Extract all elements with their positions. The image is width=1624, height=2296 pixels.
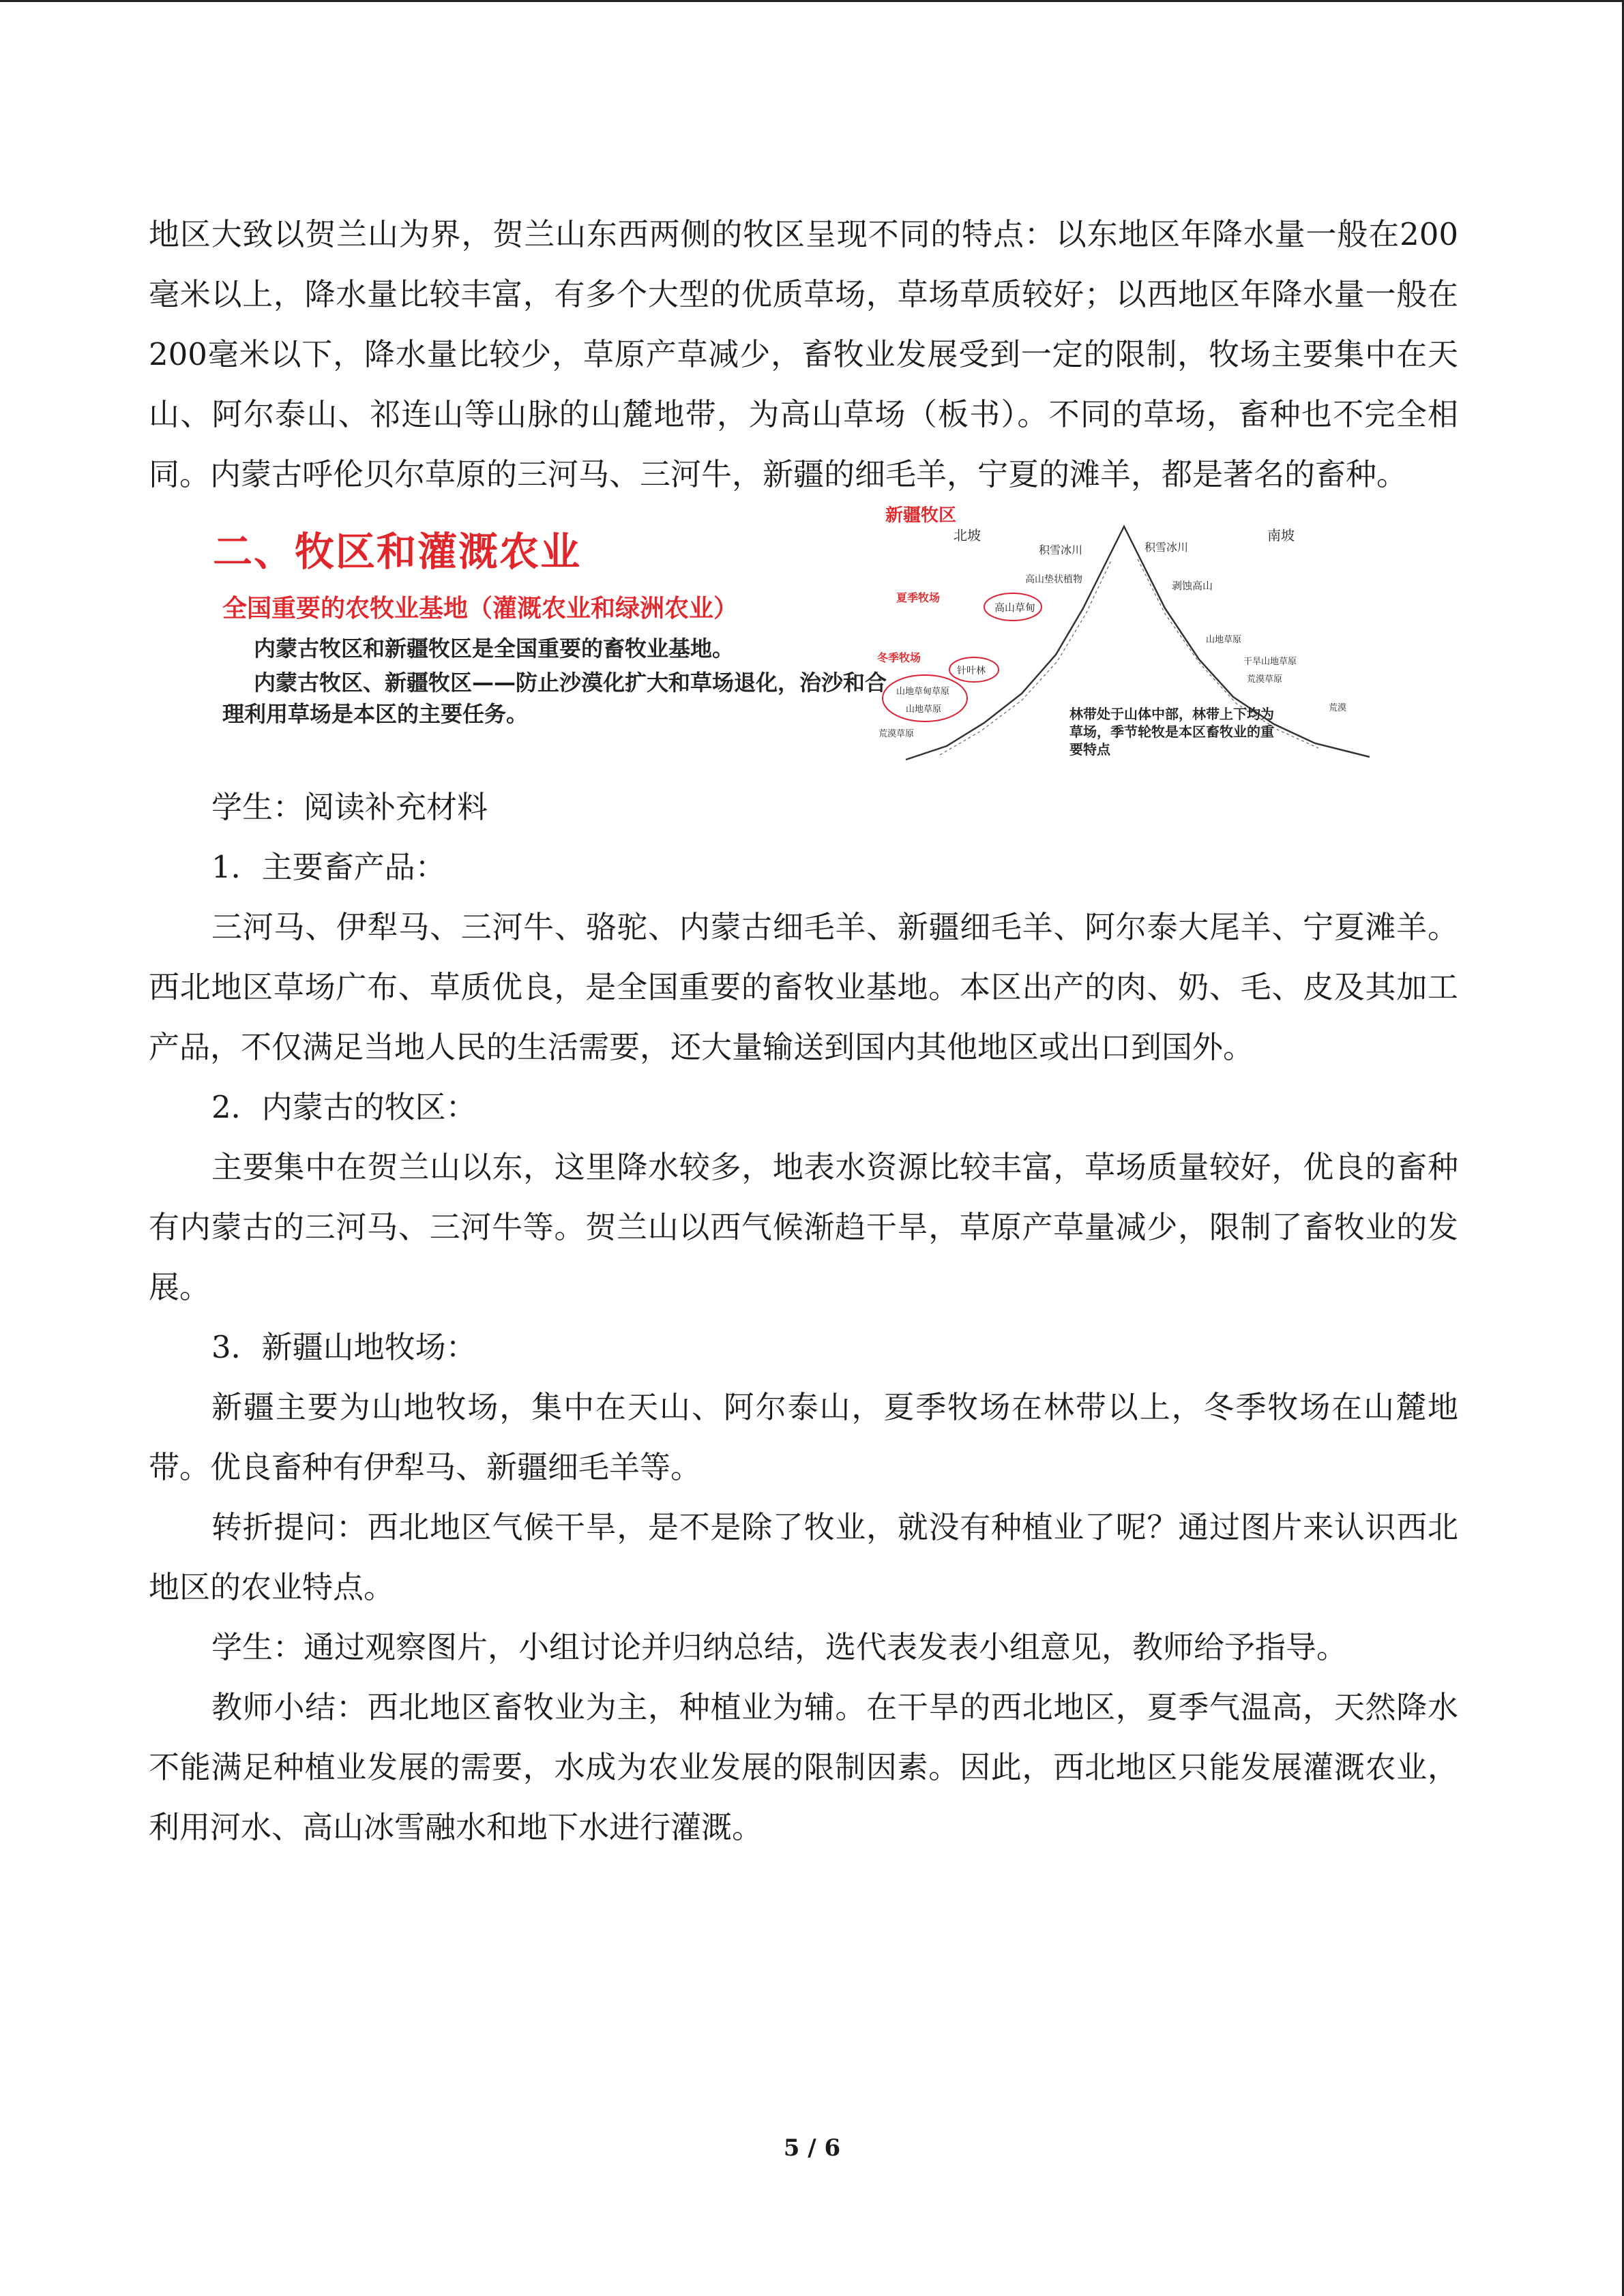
slide-body-line: 内蒙古牧区、新疆牧区——防止沙漠化扩大和草场退化，治沙和合理利用草场是本区的主要任务。 — [222, 670, 887, 727]
document-body — [149, 205, 1458, 1858]
label-glacier-left: 积雪冰川 — [1039, 543, 1083, 556]
label-alpine-meadow: 高山草甸 — [994, 601, 1036, 614]
south-slope-label: 南坡 — [1267, 527, 1295, 543]
paragraph: 转折提问：西北地区气候干旱，是不是除了牧业，就没有种植业了呢？通过图片来认识西北地区的农业特点。 — [149, 1509, 1458, 1605]
label-glacier-right: 积雪冰川 — [1145, 541, 1189, 554]
label-desert-steppe-right: 荒漠草原 — [1247, 674, 1283, 685]
paragraph: 地区大致以贺兰山为界，贺兰山东西两侧的牧区呈现不同的特点：以东地区年降水量一般在200毫米以上，降水量比较丰富，有多个大型的优质草场，草场草质较好；以西地区年降水量一般在200毫米以下，降水量比较少，草原产草减少，畜牧业发展受到一定的限制，牧场主要集中在天山、阿尔泰山、祁连山等山脉的山麓地带，为高山草场（板书）。不同的草场，畜种也不完全相同。内蒙古呼伦贝尔草原的三河马、三河牛，新疆的细毛羊，宁夏的滩羊，都是著名的畜种。 — [149, 216, 1458, 492]
paragraph: 1．主要畜产品： — [211, 849, 446, 885]
slide-figure — [149, 506, 1458, 777]
paragraph: 学生：通过观察图片，小组讨论并归纳总结，选代表发表小组意见，教师给予指导。 — [211, 1629, 1348, 1665]
north-slope-label: 北坡 — [954, 527, 981, 543]
paragraph: 教师小结：西北地区畜牧业为主，种植业为辅。在干旱的西北地区，夏季气温高，天然降水不能满足种植业发展的需要，水成为农业发展的限制因素。因此，西北地区只能发展灌溉农业，利用河水、高山冰雪融水和地下水进行灌溉。 — [149, 1689, 1458, 1845]
label-coniferous: 针叶林 — [957, 666, 986, 676]
label-dry-mountain-steppe: 干旱山地草原 — [1243, 657, 1297, 667]
diagram-note-box — [1069, 705, 1274, 777]
mountain-pasture-diagram — [865, 506, 1438, 777]
diagram-title: 新疆牧区 — [885, 506, 957, 526]
paragraph: 新疆主要为山地牧场，集中在天山、阿尔泰山，夏季牧场在林带以上，冬季牧场在山麓地带。优良畜种有伊犁马、新疆细毛羊等。 — [149, 1389, 1458, 1485]
label-winter-pasture: 冬季牧场 — [877, 651, 921, 664]
paragraph: 2．内蒙古的牧区： — [211, 1089, 477, 1125]
paragraph: 三河马、伊犁马、三河牛、骆驼、内蒙古细毛羊、新疆细毛羊、阿尔泰大尾羊、宁夏滩羊。西北地区草场广布、草质优良，是全国重要的畜牧业基地。本区出产的肉、奶、毛、皮及其加工产品，不仅满足当地人民的生活需要，还大量输送到国内其他地区或出口到国外。 — [149, 909, 1458, 1065]
label-mountain-grass: 山地草原 — [906, 704, 942, 715]
label-alpine-cushion: 高山垫状植物 — [1025, 574, 1082, 585]
label-mountain-steppe-right: 山地草原 — [1206, 635, 1242, 645]
diagram-note: 林带处于山体中部，林带上下均为草场，季节轮牧是本区畜牧业的重要特点 — [1069, 706, 1274, 758]
label-mountain-steppe-left: 山地草甸草原 — [896, 687, 950, 697]
slide-title: 二、牧区和灌溉农业 — [213, 528, 582, 575]
label-desert-steppe-left: 荒漠草原 — [879, 729, 915, 739]
label-desert: 荒漠 — [1329, 703, 1347, 713]
paragraph: 主要集中在贺兰山以东，这里降水较多，地表水资源比较丰富，草场质量较好，优良的畜种有内蒙古的三河马、三河牛等。贺兰山以西气候渐趋干旱，草原产草量减少，限制了畜牧业的发展。 — [149, 1149, 1458, 1305]
label-cold-desert: 剥蚀高山 — [1172, 580, 1213, 592]
label-summer-pasture: 夏季牧场 — [896, 591, 941, 604]
paragraph: 3．新疆山地牧场： — [211, 1329, 477, 1365]
paragraph: 学生：阅读补充材料 — [211, 789, 488, 825]
page-number: 5 / 6 — [783, 2134, 841, 2162]
slide-subtitle: 全国重要的农牧业基地（灌溉农业和绿洲农业） — [222, 595, 739, 623]
slide-body-line: 内蒙古牧区和新疆牧区是全国重要的畜牧业基地。 — [254, 636, 735, 661]
